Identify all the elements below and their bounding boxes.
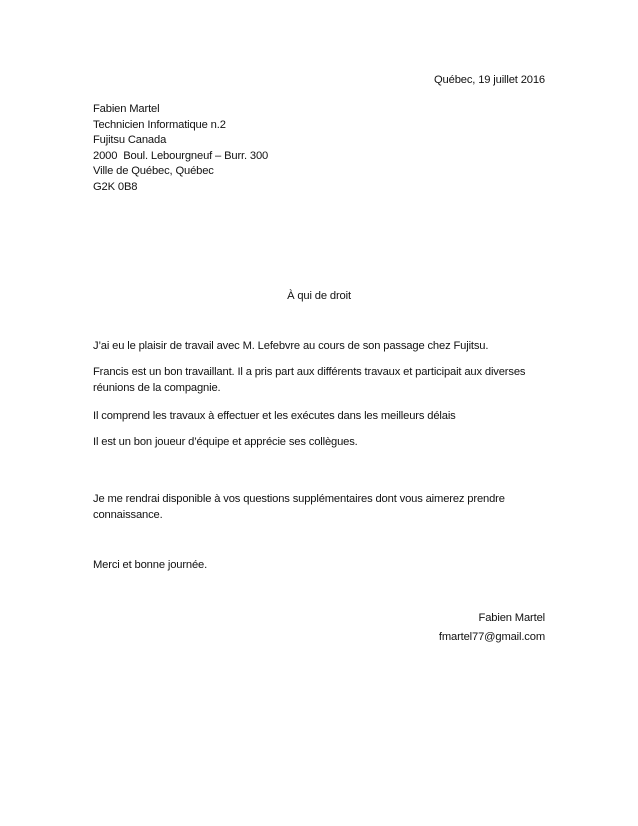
letter-body: [93, 0, 545, 826]
signature-email[interactable]: fmartel77@gmail.com: [438, 630, 545, 643]
sender-postal-code: G2K 0B8: [93, 180, 138, 193]
body-paragraph: Il est un bon joueur d’équipe et apprécie ses collègues.: [93, 436, 358, 448]
body-paragraph: Il comprend les travaux à effectuer et les exécutes dans les meilleurs délais: [93, 410, 456, 422]
body-paragraph: Je me rendrai disponible à vos questions supplémentaires dont vous aimerez prendre connaissance.: [93, 493, 505, 521]
body-paragraph: J’ai eu le plaisir de travail avec M. Lefebvre au cours de son passage chez Fujitsu.: [93, 340, 489, 352]
sender-title: Technicien Informatique n.2: [93, 118, 226, 131]
sender-name: Fabien Martel: [93, 103, 160, 115]
signature-block: [439, 609, 545, 646]
salutation: À qui de droit: [287, 290, 351, 302]
date-place: Québec, 19 juillet 2016: [434, 74, 545, 86]
sender-company: Fujitsu Canada: [93, 134, 167, 147]
body-paragraph: Francis est un bon travaillant. Il a pris part aux différents travaux et participait aux diverses réunions de la compagnie.: [93, 366, 526, 394]
closing-line: Merci et bonne journée.: [93, 559, 208, 571]
sender-address-line1: 2000 Boul. Lebourgneuf – Burr. 300: [93, 149, 269, 162]
signature-name: Fabien Martel: [478, 612, 545, 624]
sender-address-line2: Ville de Québec, Québec: [93, 165, 214, 178]
